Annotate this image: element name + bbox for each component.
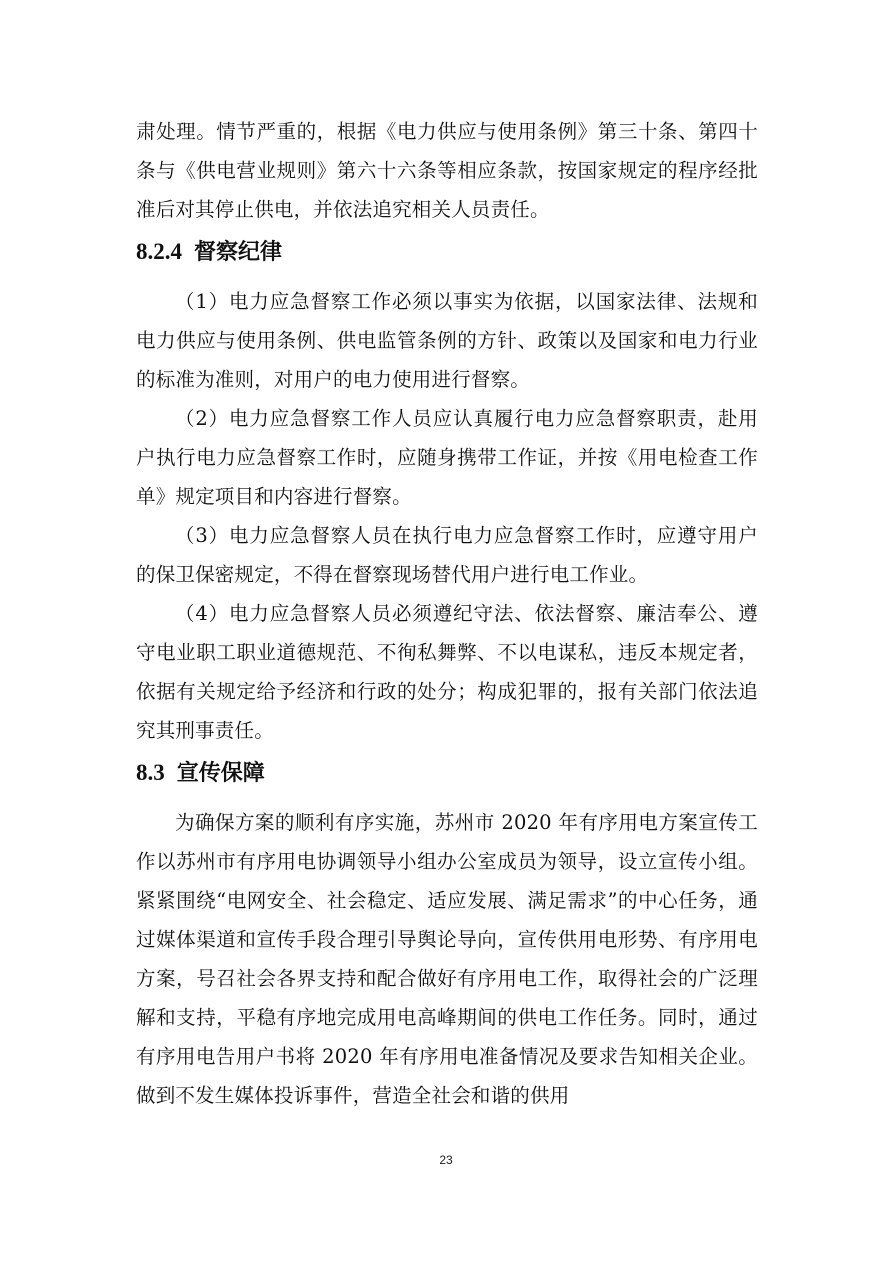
paragraph-publicity: 为确保方案的顺利有序实施，苏州市 2020 年有序用电方案宣传工作以苏州市有序用电协调领导小组办公室成员为领导，设立宣传小组。紧紧围绕“电网安全、社会稳定、适应发展、满足需求”的中心任务，通过媒体渠道和宣传手段合理引导舆论导向，宣传供用电形势、有序用电方案，号召社会各界支持和配合做好有序用电工作，取得社会的广泛理解和支持，平稳有序地完成用电高峰期间的供电工作任务。同时，通过有序用电告用户书将 2020 年有序用电准备情况及要求告知相关企业。做到不发生媒体投诉事件，营造全社会和谐的供用 <box>136 811 758 1107</box>
paragraph-item-4: （4）电力应急督察人员必须遵纪守法、依法督察、廉洁奉公、遵守电业职工职业道德规范、不徇私舞弊、不以电谋私，违反本规定者，依据有关规定给予经济和行政的处分；构成犯罪的，报有关部门依法追究其刑事责任。 <box>136 602 758 742</box>
page-content <box>136 112 758 1115</box>
section-number: 8.3 <box>136 760 165 785</box>
section-number: 8.2.4 <box>136 239 182 264</box>
section-heading-8-3 <box>136 758 758 789</box>
paragraph-item-2: （2）电力应急督察工作人员应认真履行电力应急督察职责，赴用户执行电力应急督察工作时，应随身携带工作证，并按《用电检查工作单》规定项目和内容进行督察。 <box>136 407 758 508</box>
section-heading-8-2-4 <box>136 237 758 268</box>
page-number: 23 <box>439 1153 453 1167</box>
section-title: 宣传保障 <box>176 761 265 786</box>
paragraph-continuation: 肃处理。情节严重的，根据《电力供应与使用条例》第三十条、第四十条与《供电营业规则》第六十六条等相应条款，按国家规定的程序经批准后对其停止供电，并依法追究相关人员责任。 <box>136 120 758 221</box>
paragraph-item-1: （1）电力应急督察工作必须以事实为依据，以国家法律、法规和电力供应与使用条例、供电监管条例的方针、政策以及国家和电力行业的标准为准则，对用户的电力使用进行督察。 <box>136 290 758 391</box>
section-title: 督察纪律 <box>194 240 283 265</box>
paragraph-item-3: （3）电力应急督察人员在执行电力应急督察工作时，应遵守用户的保卫保密规定，不得在督察现场替代用户进行电工作业。 <box>136 524 758 586</box>
